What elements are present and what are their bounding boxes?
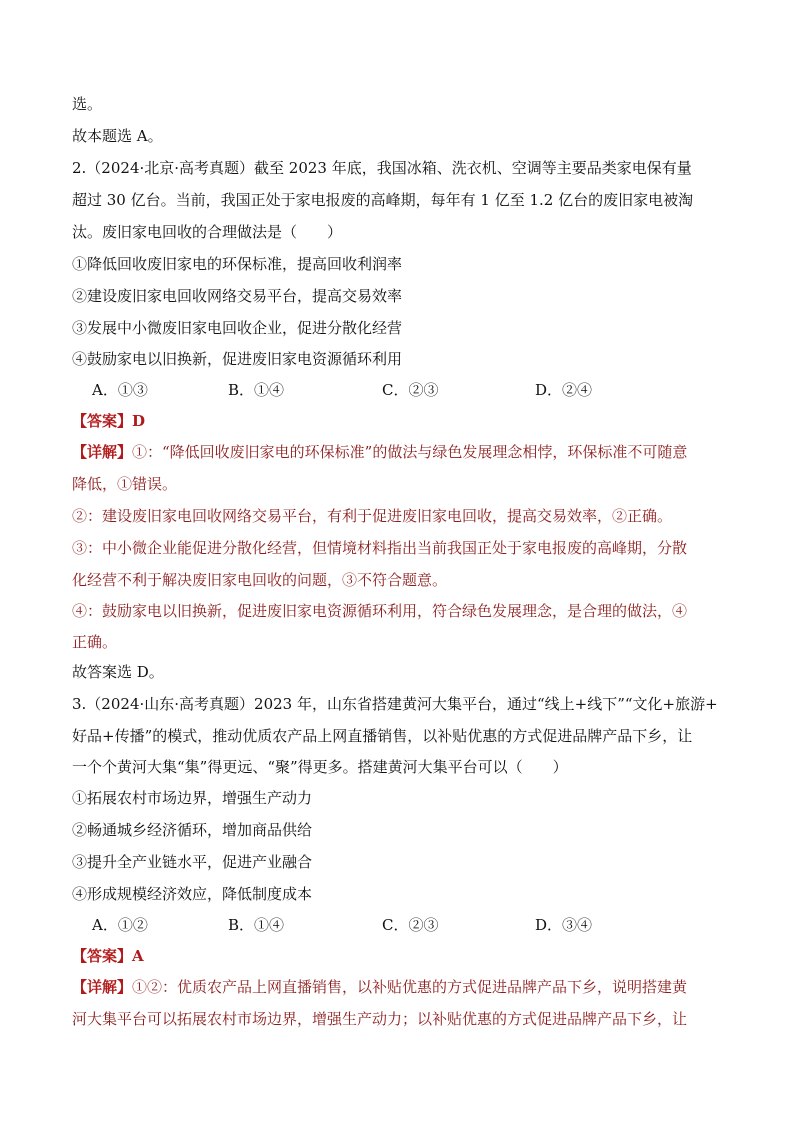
question-2-detail: ④：鼓励家电以旧换新，促进废旧家电资源循环利用，符合绿色发展理念，是合理的做法，④	[72, 602, 688, 620]
question-3-statement: ③提升全产业链水平，促进产业融合	[72, 853, 313, 871]
answer-conclusion: 故本题选 A。	[72, 127, 163, 145]
question-2-statement: ③发展中小微废旧家电回收企业，促进分散化经营	[72, 319, 403, 337]
question-3-option-c: C．②③	[382, 916, 439, 934]
detail-label: 【详解】	[72, 443, 133, 461]
question-3-stem: 3.（2024·山东·高考真题）2023 年，山东省搭建黄河大集平台，通过“线上+线下”“文化+旅游+	[72, 695, 718, 713]
question-3-statement: ④形成规模经济效应，降低制度成本	[72, 885, 313, 903]
question-2-detail: 降低，①错误。	[72, 475, 178, 493]
question-2-stem: 汰。废旧家电回收的合理做法是（ ）	[72, 223, 343, 241]
text-line: 选。	[72, 95, 103, 113]
question-3-stem: 一个个黄河大集“集”得更远、“聚”得更多。搭建黄河大集平台可以（ ）	[72, 758, 568, 776]
question-3-option-a: A．①②	[92, 916, 148, 934]
question-3-detail: 河大集平台可以拓展农村市场边界，增强生产动力；以补贴优惠的方式促进品牌产品下乡，让	[72, 1010, 688, 1028]
question-2-option-b: B．①④	[228, 381, 285, 399]
question-3-option-d: D．③④	[535, 916, 593, 934]
question-2-detail	[72, 442, 732, 462]
answer-conclusion: 故答案选 D。	[72, 663, 164, 681]
question-2-detail: 正确。	[72, 633, 118, 651]
question-2-detail: ②：建设废旧家电回收网络交易平台，有利于促进废旧家电回收，提高交易效率，②正确。	[72, 507, 673, 525]
question-2-option-a: A．①③	[92, 381, 148, 399]
question-2-stem: 2.（2024·北京·高考真题）截至 2023 年底，我国冰箱、洗衣机、空调等主要品类家电保有量	[72, 159, 692, 177]
question-3-statement: ②畅通城乡经济循环，增加商品供给	[72, 821, 313, 839]
question-2-statement: ②建设废旧家电回收网络交易平台，提高交易效率	[72, 287, 403, 305]
detail-text: ①：“降低回收废旧家电的环保标准”的做法与绿色发展理念相悖，环保标准不可随意	[132, 443, 688, 461]
question-3-statement: ①拓展农村市场边界，增强生产动力	[72, 789, 313, 807]
question-2-detail: ③：中小微企业能促进分散化经营，但情境材料指出当前我国正处于家电报废的高峰期，分散	[72, 539, 688, 557]
question-2-statement: ④鼓励家电以旧换新，促进废旧家电资源循环利用	[72, 350, 403, 368]
detail-text: ①②：优质农产品上网直播销售，以补贴优惠的方式促进品牌产品下乡，说明搭建黄	[132, 978, 688, 996]
question-2-option-c: C．②③	[382, 381, 439, 399]
detail-label: 【详解】	[72, 978, 133, 996]
question-3-option-b: B．①④	[228, 916, 285, 934]
question-2-detail: 化经营不利于解决废旧家电回收的问题，③不符合题意。	[72, 571, 448, 589]
question-3-answer: 【答案】A	[72, 947, 144, 965]
question-2-option-d: D．②④	[535, 381, 593, 399]
question-2-answer: 【答案】D	[72, 412, 146, 430]
question-3-stem: 好品+传播”的模式，推动优质农产品上网直播销售，以补贴优惠的方式促进品牌产品下乡，让	[72, 727, 693, 745]
question-2-stem: 超过 30 亿台。当前，我国正处于家电报废的高峰期，每年有 1 亿至 1.2 亿台的废旧家电被淘	[72, 191, 694, 209]
question-3-detail	[72, 977, 732, 997]
question-2-statement: ①降低回收废旧家电的环保标准，提高回收利润率	[72, 255, 403, 273]
